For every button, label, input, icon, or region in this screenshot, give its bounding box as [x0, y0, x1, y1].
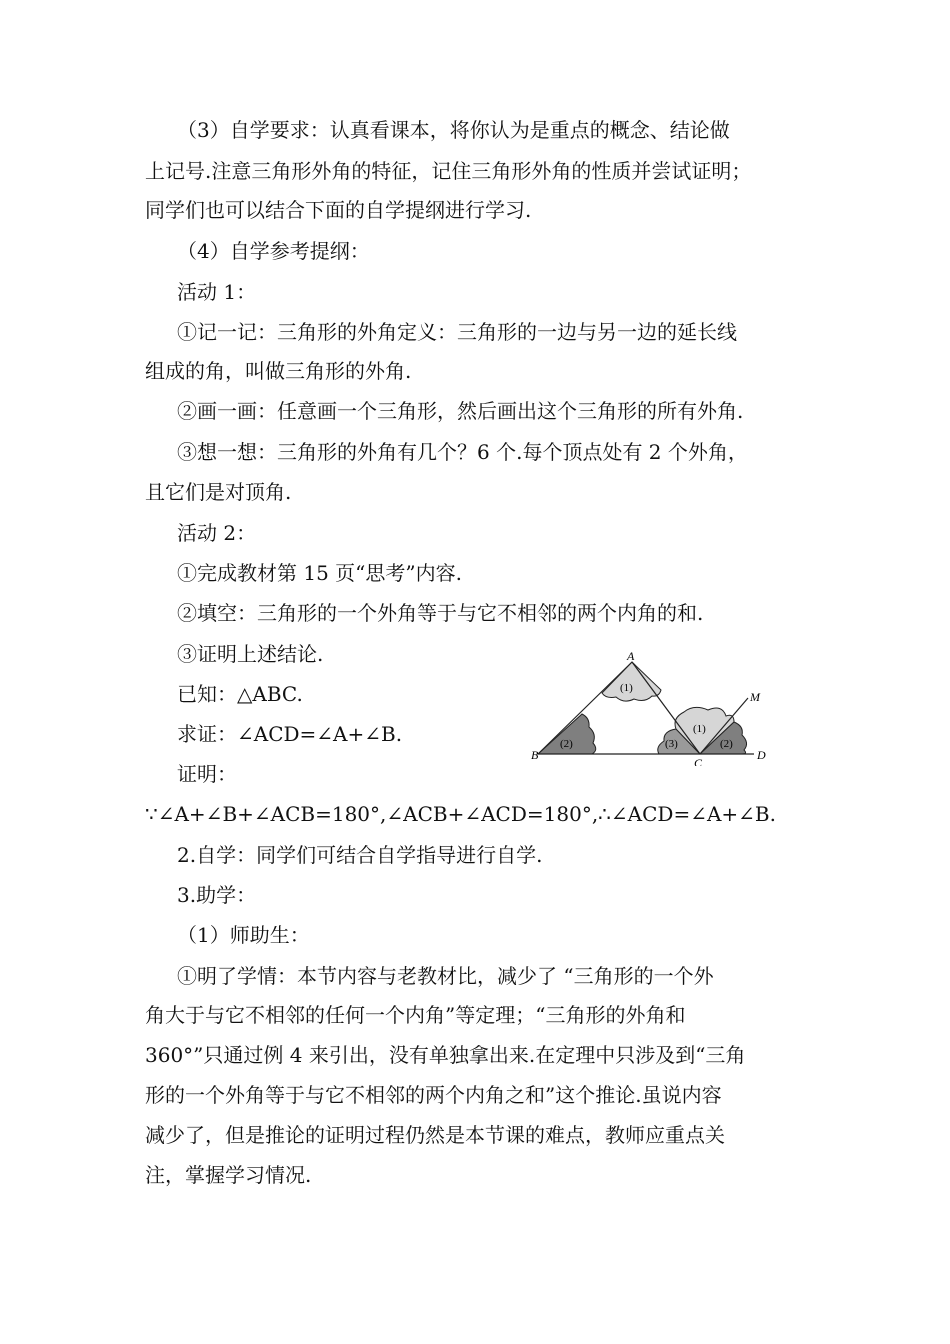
label-a: A	[627, 649, 635, 663]
text-line-22: ①明了学情：本节内容与老教材比，减少了 “三角形的一个外	[177, 964, 714, 988]
label-d: D	[757, 748, 766, 762]
label-m: M	[750, 690, 760, 704]
exterior-angle-figure	[525, 648, 775, 766]
region-label-moved-a: (1)	[693, 723, 706, 735]
text-line-8: ②画一画：任意画一个三角形，然后画出这个三角形的所有外角.	[177, 399, 744, 423]
label-b: B	[531, 748, 539, 762]
text-line-12: ①完成教材第 15 页“思考”内容.	[177, 561, 462, 585]
text-line-18: ∵∠A+∠B+∠ACB=180°,∠ACB+∠ACD=180°,∴∠ACD=∠A+∠B.	[145, 802, 776, 826]
text-line-23: 角大于与它不相邻的任何一个内角”等定理；“三角形的外角和	[145, 1003, 686, 1027]
text-line-25: 形的一个外角等于与它不相邻的两个内角之和”这个推论.虽说内容	[145, 1083, 722, 1107]
text-line-16: 求证：∠ACD=∠A+∠B.	[177, 722, 403, 746]
region-label-a: (1)	[620, 682, 633, 694]
text-line-15: 已知：△ABC.	[177, 682, 303, 706]
region-label-b: (2)	[560, 738, 573, 750]
text-line-14: ③证明上述结论.	[177, 642, 324, 666]
text-line-17: 证明：	[177, 762, 237, 786]
text-line-2: 上记号.注意三角形外角的特征，记住三角形外角的性质并尝试证明；	[145, 159, 752, 183]
text-line-10: 且它们是对顶角.	[145, 480, 292, 504]
label-c: C	[694, 756, 703, 766]
text-line-20: 3.助学：	[177, 883, 257, 907]
text-line-5: 活动 1：	[177, 280, 257, 304]
text-line-9: ③想一想：三角形的外角有几个？6 个.每个顶点处有 2 个外角，	[177, 440, 748, 464]
text-line-21: （1）师助生：	[177, 923, 310, 947]
region-label-moved-b: (2)	[720, 738, 733, 750]
text-line-6: ①记一记：三角形的外角定义：三角形的一边与另一边的延长线	[177, 320, 737, 344]
region-label-acb: (3)	[665, 738, 678, 750]
text-line-11: 活动 2：	[177, 521, 257, 545]
text-line-27: 注，掌握学习情况.	[145, 1163, 312, 1187]
text-line-4: （4）自学参考提纲：	[177, 239, 370, 263]
text-line-7: 组成的角，叫做三角形的外角.	[145, 359, 412, 383]
text-line-13: ②填空：三角形的一个外角等于与它不相邻的两个内角的和.	[177, 601, 704, 625]
text-line-19: 2.自学：同学们可结合自学指导进行自学.	[177, 843, 543, 867]
text-line-26: 减少了，但是推论的证明过程仍然是本节课的难点，教师应重点关	[145, 1123, 725, 1147]
text-line-1: （3）自学要求：认真看课本，将你认为是重点的概念、结论做	[177, 118, 730, 142]
text-line-3: 同学们也可以结合下面的自学提纲进行学习.	[145, 198, 532, 222]
text-line-24: 360°”只通过例 4 来引出，没有单独拿出来.在定理中只涉及到“三角	[145, 1043, 746, 1067]
